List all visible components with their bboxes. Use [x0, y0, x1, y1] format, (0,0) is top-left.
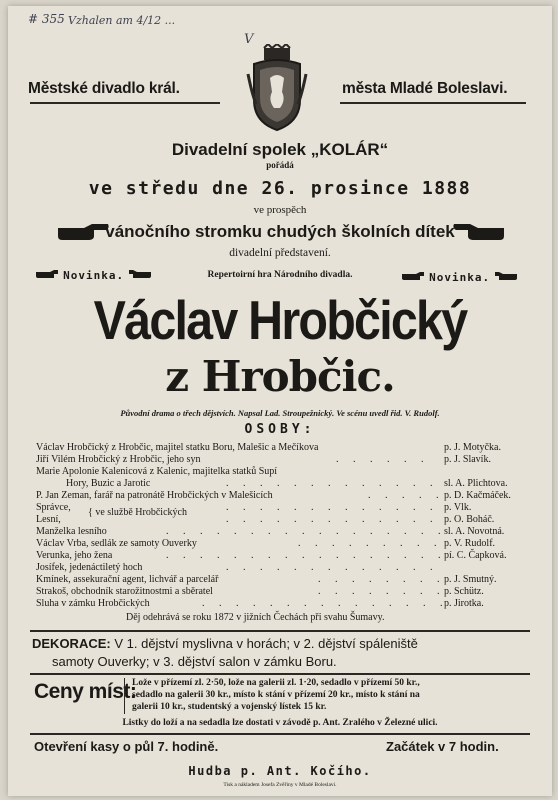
cast-role: Sluha v zámku Hrobčických [36, 598, 150, 609]
divider [30, 733, 530, 735]
cast-row [36, 562, 526, 574]
cast-role: Verunka, jeho žena [36, 550, 113, 561]
service-note-text: ve službě Hrobčických [95, 507, 187, 518]
header-left: Městské divadlo král. [28, 80, 180, 97]
handwritten-note: Vzhalen am 4/12 ... [68, 14, 176, 27]
cast-row [36, 454, 526, 466]
printer-text: Tisk a nákladem Josefa Zvěřiny v Mladé Boleslavi. [223, 782, 337, 788]
cast-role: Správce, [36, 502, 71, 513]
cast-actor: p. Jirotka. [444, 598, 484, 609]
prices-line1: Lože v přízemí zl. 2·50, lože na galerii zl. 1·20, sedadlo v přízemí 50 kr., [132, 678, 420, 688]
cast-role: Strakoš, obchodník starožitnostmi a sběratel [36, 586, 213, 597]
cast-actor: p. D. Kačmáček. [444, 490, 511, 501]
leader-dots: . . . . . [368, 490, 445, 501]
leader-dots: . . . . . . . . [318, 586, 446, 597]
header-right-underline [340, 102, 526, 104]
cast-role: P. Jan Zeman, farář na patronátě Hrobčických v Malešicích [36, 490, 273, 501]
play-subtitle: Původní drama o třech dějstvích. Napsal Lad. Stroupežnický. Ve scénu uvedl řid. V. Rudolf. [120, 408, 440, 418]
cast-row [36, 502, 526, 518]
leader-dots: . . . . . . . . . [298, 538, 443, 549]
leader-dots: . . . . . . . . . . . . . [226, 502, 439, 513]
cast-role: Marie Apolonie Kalenicová z Kalenic, majitelka statků Supí [36, 466, 278, 477]
novinka-label-right: Novinka. [429, 271, 491, 284]
decoration-text1: V 1. dějství myslivna v horách; v 2. dějství spáleniště [114, 636, 418, 651]
cast-role: Václav Vrba, sedlák ze samoty Ouverky [36, 538, 197, 549]
handwritten-initials: V [244, 32, 254, 47]
leader-dots: . . . . . . . . . . . . . [226, 562, 439, 573]
cast-row [36, 466, 526, 478]
cast-row [36, 598, 526, 610]
prices-line2: sedadlo na galerii 30 kr., místo k stání v přízemí 20 kr., místo k stání na [132, 690, 420, 700]
society-name: Divadelní spolek „KOLÁR“ [171, 140, 389, 159]
cast-actor: p. O. Boháč. [444, 514, 495, 525]
leader-dots: . . . . . . . . . . . . . [226, 478, 439, 489]
decoration-line1 [32, 636, 418, 651]
prices-line3: galerii 10 kr., studentský a vojenský lístek 15 kr. [132, 702, 327, 712]
cast-actor: p. J. Motyčka. [444, 442, 501, 453]
novinka-label-left: Novinka. [63, 269, 125, 282]
cast-row [36, 514, 526, 526]
cast-row [36, 574, 526, 586]
start-text: Začátek v 7 hodin. [386, 739, 499, 754]
cast-role: Lesní, [36, 514, 61, 525]
performance-text: divadelní představení. [229, 247, 331, 259]
leader-dots: . . . . . . . . . . . . . . . . . [166, 550, 447, 561]
leader-dots: . . . . . . . . . . . . . . . [202, 598, 449, 609]
prices-brace [124, 678, 128, 714]
cast-actor: p. Vlk. [444, 502, 472, 513]
tickets-text: Listky do loží a na sedadla lze dostati v závodě p. Ant. Zralého v Železné ulici. [122, 718, 438, 728]
cast-row [36, 478, 526, 490]
cast-actor: sl. A. Novotná. [444, 526, 505, 537]
leader-dots: . . . . . . . . . . . . . [226, 514, 439, 525]
cast-actor: p. J. Smutný. [444, 574, 497, 585]
osoby-heading: OSOBY: [244, 422, 316, 437]
divider [30, 630, 530, 632]
poster-sheet [8, 6, 552, 796]
leader-dots: . . . . . . . . [318, 574, 446, 585]
service-note: { ve službě Hrobčických [88, 507, 187, 518]
repertoire-text: Repertoirní hra Národního divadla. [207, 270, 353, 280]
cast-role: Jiří Vilém Hrobčický z Hrobčic, jeho syn [36, 454, 201, 465]
decoration-line2: samoty Ouverky; v 3. dějství salon v zámku Boru. [52, 654, 337, 669]
divider [30, 673, 530, 675]
cast-role: Kmínek, assekurační agent, lichvář a parcelář [36, 574, 219, 585]
cast-actor: p. V. Rudolf. [444, 538, 496, 549]
handwritten-number: # 355 [28, 12, 65, 26]
cast-role: Josífek, jedenáctiletý hoch [36, 562, 143, 573]
cast-actor: sl. A. Plichtova. [444, 478, 508, 489]
coat-of-arms-icon [246, 44, 308, 132]
cast-row [36, 586, 526, 598]
cast-role: Václav Hrobčický z Hrobčic, majitel statku Boru, Malešic a Mečíkova [36, 442, 319, 453]
cast-actor: pí. C. Čapková. [444, 550, 507, 561]
play-title-line2: z Hrobčic. [165, 352, 395, 401]
header-right: města Mladé Boleslavi. [342, 80, 508, 97]
cast-row [36, 526, 526, 538]
opening-text: Otevření kasy o půl 7. hodině. [34, 739, 219, 754]
cast-actor: p. Schütz. [444, 586, 484, 597]
cast-actor: p. J. Slavík. [444, 454, 491, 465]
setting-text: Děj odehrává se roku 1872 v jižních Čechách při svahu Šumavy. [126, 612, 385, 623]
cast-row [36, 538, 526, 550]
leader-dots: . . . . . . . . . . . . . . . . . [166, 526, 447, 537]
cast-row [36, 490, 526, 502]
porada-text: pořádá [266, 160, 294, 170]
play-title-line1: Václav Hrobčický [93, 289, 467, 351]
cast-row [36, 550, 526, 562]
decoration-label: DEKORACE: [32, 636, 111, 651]
prices-label: Ceny míst: [34, 680, 137, 703]
benefit-text: vánočního stromku chudých školních dítek [105, 222, 455, 241]
benefit-prefix: ve prospěch [253, 204, 307, 216]
music-text: Hudba p. Ant. Kočího. [188, 764, 372, 778]
header-left-underline [30, 102, 220, 104]
cast-row [36, 442, 526, 454]
event-date: ve středu dne 26. prosince 1888 [88, 178, 472, 199]
cast-role: Hory, Buzic a Jarotic [66, 478, 151, 489]
cast-role: Manželka lesního [36, 526, 107, 537]
leader-dots: . . . . . . [336, 454, 430, 465]
